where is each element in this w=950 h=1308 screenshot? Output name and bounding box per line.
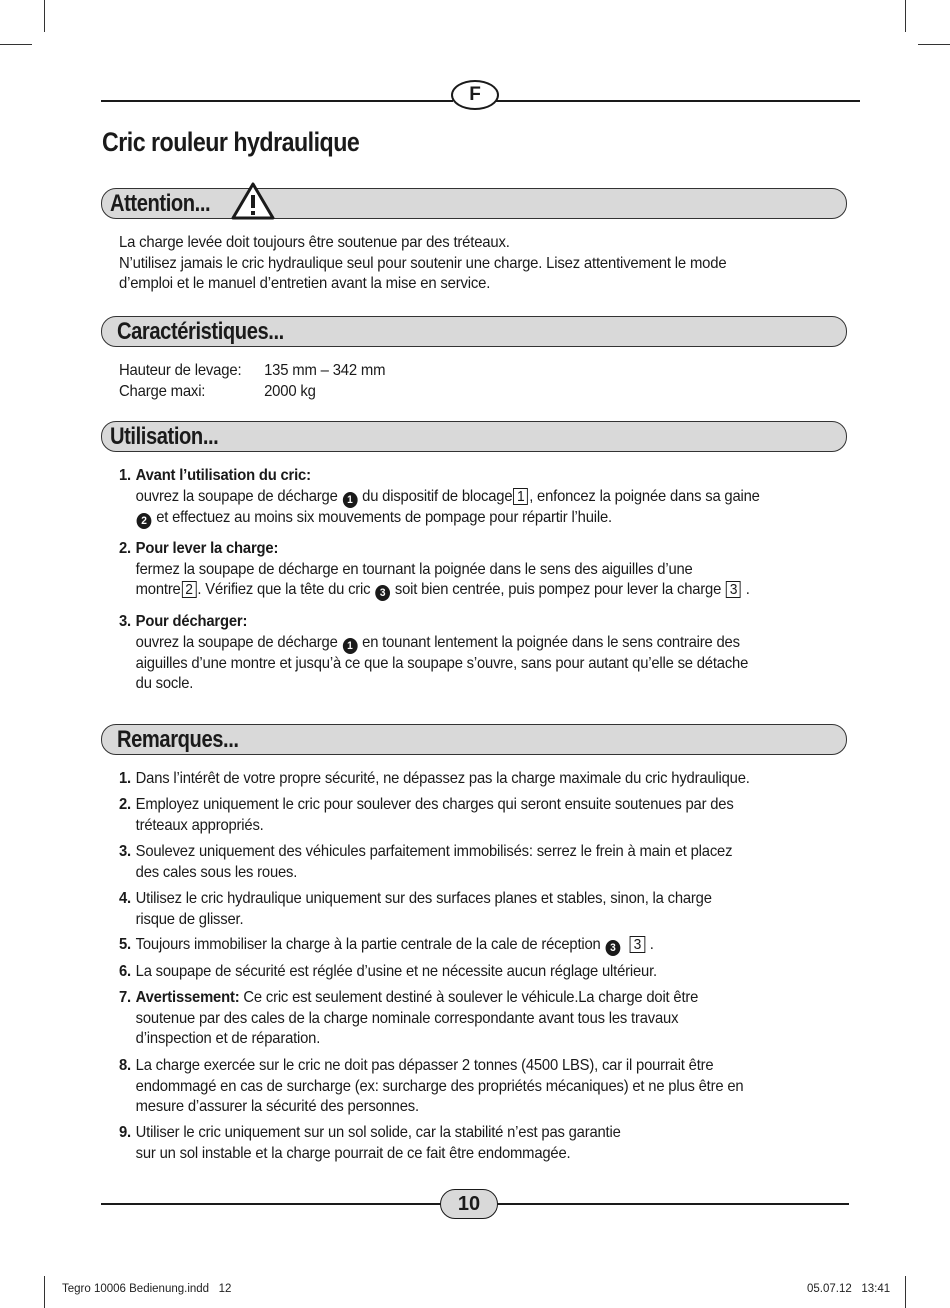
- item-number: 3.: [119, 613, 131, 630]
- print-footer-file: Tegro 10006 Bedienung.indd 12: [62, 1283, 232, 1295]
- item-text: ouvrez la soupape de décharge: [135, 633, 338, 651]
- callout-number: 1: [343, 638, 358, 654]
- remark-item: [119, 962, 822, 983]
- remark-item: [119, 1123, 822, 1164]
- footer-rule-left: [101, 1203, 441, 1205]
- crop-mark: [44, 1276, 45, 1308]
- header-rule-left: [101, 100, 453, 102]
- item-text: fermez la soupape de décharge en tournant la poignée dans le sens des aiguilles d’une: [135, 560, 693, 578]
- item-title: Pour décharger:: [135, 613, 248, 630]
- item-text: ouvrez la soupape de décharge: [135, 487, 338, 505]
- header-rule-right: [494, 100, 860, 102]
- specs-table: [119, 361, 798, 402]
- attention-line: La charge levée doit toujours être soutenue par des tréteaux.: [119, 234, 510, 251]
- usage-item-3: [119, 612, 822, 695]
- item-number: 5.: [119, 936, 131, 953]
- figure-reference: 3: [630, 936, 645, 953]
- item-title: Avant l’utilisation du cric:: [135, 467, 311, 484]
- item-title: Pour lever la charge:: [135, 540, 279, 557]
- item-text: du dispositif de blocage: [362, 487, 513, 505]
- spec-row: [119, 361, 798, 382]
- spec-label: Hauteur de levage:: [119, 362, 242, 379]
- item-text: .: [649, 936, 654, 953]
- item-text: du socle.: [135, 675, 194, 693]
- remark-item: [119, 795, 822, 836]
- figure-reference: 3: [726, 581, 741, 598]
- callout-number: 1: [343, 492, 358, 508]
- remark-item: [119, 935, 822, 956]
- callout-number: 3: [605, 940, 620, 956]
- attention-text: [119, 233, 798, 295]
- item-text: Dans l’intérêt de votre propre sécurité, ne dépassez pas la charge maximale du cric hydraulique.: [135, 770, 750, 787]
- item-number: 2.: [119, 796, 131, 813]
- item-title: Avertissement:: [135, 989, 240, 1006]
- figure-reference: 2: [182, 581, 197, 598]
- item-text: soit bien centrée, puis pompez pour lever la charge: [394, 581, 722, 599]
- item-number: 4.: [119, 890, 131, 907]
- warning-triangle-icon: [230, 181, 276, 221]
- item-number: 2.: [119, 540, 131, 557]
- item-text: , enfoncez la poignée dans sa gaine: [529, 487, 760, 505]
- item-text: aiguilles d’une montre et jusqu’à ce que la soupape s’ouvre, sans pour autant qu’elle se détache: [135, 654, 749, 672]
- item-text: . Vérifiez que la tête du cric: [197, 581, 371, 599]
- item-text: endommagé en cas de surcharge (ex: surcharge des propriétés mécaniques) et ne plus être en: [135, 1077, 744, 1095]
- item-number: 7.: [119, 989, 131, 1006]
- print-footer-date: 05.07.12 13:41: [807, 1283, 891, 1295]
- item-text: La soupape de sécurité est réglée d’usine et ne nécessite aucun réglage ultérieur.: [135, 963, 657, 980]
- item-text: .: [745, 581, 750, 599]
- footer-rule-right: [496, 1203, 849, 1205]
- remark-item: [119, 889, 822, 930]
- spec-label: Charge maxi:: [119, 382, 206, 400]
- section-heading-attention: Attention...: [110, 190, 211, 217]
- item-text: tréteaux appropriés.: [135, 816, 264, 834]
- section-bar-specs: [101, 316, 847, 347]
- language-badge: F: [451, 80, 499, 110]
- item-text: montre: [135, 581, 181, 599]
- item-number: 6.: [119, 963, 131, 980]
- item-text: soutenue par des cales de la charge nominale correspondante avant tous les travaux: [135, 1009, 679, 1027]
- item-text: mesure d’assurer la sécurité des personnes.: [135, 1098, 419, 1116]
- item-number: 8.: [119, 1057, 131, 1074]
- remark-item: [119, 988, 822, 1050]
- item-text: et effectuez au moins six mouvements de pompage pour répartir l’huile.: [156, 508, 612, 526]
- remark-item: [119, 769, 822, 790]
- crop-mark: [44, 0, 45, 32]
- item-number: 9.: [119, 1124, 131, 1141]
- spec-value: 135 mm – 342 mm: [264, 362, 386, 379]
- attention-line: N’utilisez jamais le cric hydraulique seul pour soutenir une charge. Lisez attentivement le mode: [119, 254, 727, 272]
- usage-item-2: [119, 539, 822, 601]
- crop-mark: [0, 44, 32, 45]
- callout-number: 2: [137, 513, 152, 529]
- item-number: 3.: [119, 843, 131, 860]
- remark-item: [119, 1056, 822, 1118]
- section-heading-specs: Caractéristiques...: [117, 318, 284, 345]
- remark-item: [119, 842, 822, 883]
- crop-mark: [905, 0, 906, 32]
- item-text: Utiliser le cric uniquement sur un sol solide, car la stabilité n’est pas garantie: [135, 1124, 621, 1141]
- attention-line: d’emploi et le manuel d’entretien avant la mise en service.: [119, 275, 491, 293]
- item-text: d’inspection et de réparation.: [135, 1030, 321, 1048]
- section-heading-usage: Utilisation...: [110, 423, 219, 450]
- callout-number: 3: [375, 585, 390, 601]
- item-number: 1.: [119, 467, 131, 484]
- item-number: 1.: [119, 770, 131, 787]
- spec-value: 2000 kg: [264, 382, 316, 400]
- item-text: La charge exercée sur le cric ne doit pas dépasser 2 tonnes (4500 LBS), car il pourrait être: [135, 1057, 714, 1074]
- section-bar-usage: [101, 421, 847, 452]
- item-text: Toujours immobiliser la charge à la partie centrale de la cale de réception: [135, 936, 601, 953]
- item-text: Ce cric est seulement destiné à soulever le véhicule.La charge doit être: [243, 989, 699, 1006]
- item-text: sur un sol instable et la charge pourrait de ce fait être endommagée.: [135, 1144, 571, 1162]
- usage-item-1: [119, 466, 822, 529]
- section-heading-remarks: Remarques...: [117, 726, 239, 753]
- item-text: Employez uniquement le cric pour soulever des charges qui seront ensuite soutenues par des: [135, 796, 734, 813]
- item-text: en tounant lentement la poignée dans le sens contraire des: [362, 633, 740, 651]
- page-title: Cric rouleur hydraulique: [102, 127, 360, 157]
- section-bar-remarks: [101, 724, 847, 755]
- page-number: 10: [440, 1189, 498, 1219]
- crop-mark: [905, 1276, 906, 1308]
- item-text: Soulevez uniquement des véhicules parfaitement immobilisés: serrez le frein à main et placez: [135, 843, 733, 860]
- item-text: des cales sous les roues.: [135, 863, 298, 881]
- item-text: risque de glisser.: [135, 910, 244, 928]
- item-text: Utilisez le cric hydraulique uniquement sur des surfaces planes et stables, sinon, la charge: [135, 890, 712, 907]
- crop-mark: [918, 44, 950, 45]
- section-bar-attention: [101, 188, 847, 219]
- figure-reference: 1: [513, 488, 528, 505]
- spec-row: [119, 382, 798, 403]
